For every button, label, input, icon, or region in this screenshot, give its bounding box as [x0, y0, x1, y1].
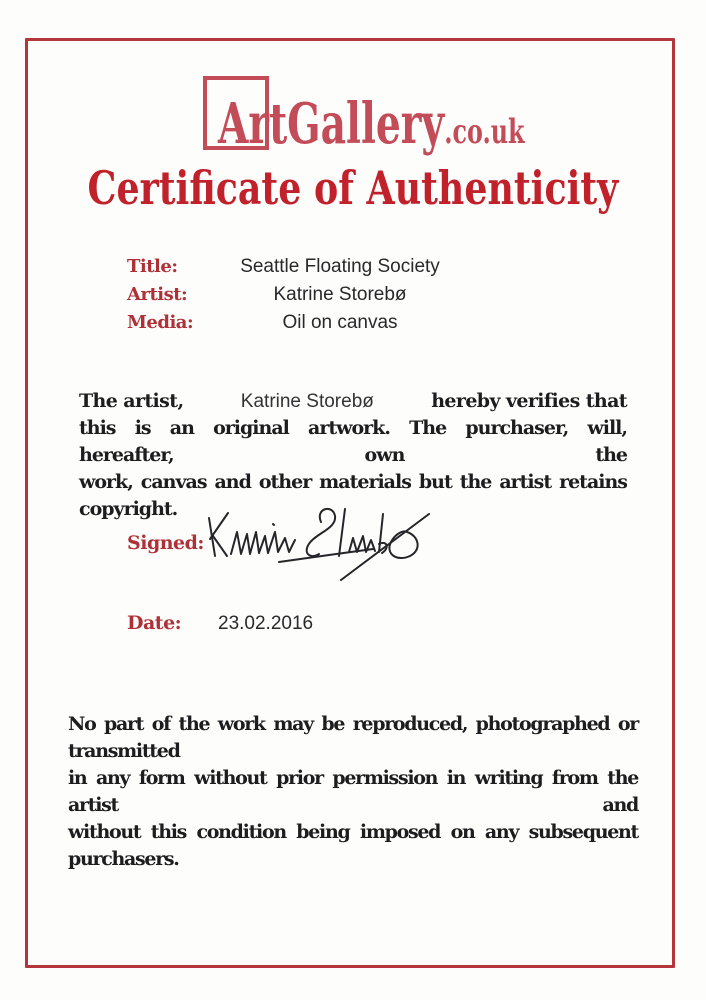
artgallery-logo [0, 76, 706, 158]
field-label-media: Media: [127, 312, 194, 333]
field-value-media: Oil on canvas [282, 312, 398, 333]
field-label-artist: Artist: [127, 284, 188, 305]
logo-inner [203, 76, 525, 158]
copyright-line1: No part of the work may be reproduced, photographed or transmitted [68, 713, 638, 762]
declaration-line2: this is an original artwork. The purchaser, will, hereafter, own the [79, 417, 627, 466]
field-row-artist [127, 281, 507, 309]
copyright-line3: without this condition being imposed on any subsequent purchasers. [68, 821, 638, 870]
field-row-media [127, 309, 507, 337]
copyright-line2: in any form without prior permission in writing from the artist and [68, 767, 638, 816]
certificate-title-row [0, 163, 706, 214]
field-label-title: Title: [127, 256, 178, 277]
artwork-fields [127, 253, 507, 337]
declaration-artist-name: Katrine Storebø [240, 391, 374, 412]
logo-gallery-text: Gallery [287, 91, 445, 157]
date-value: 23.02.2016 [218, 613, 314, 634]
field-row-title [127, 253, 507, 281]
signed-label: Signed: [127, 532, 204, 554]
declaration-line3: work, canvas and other materials but the artist retains copyright. [79, 471, 627, 520]
signature-handwriting [193, 496, 445, 582]
logo-text [218, 91, 525, 157]
declaration-line1 [79, 388, 627, 415]
logo-domain-text: .co.uk [444, 112, 525, 152]
logo-art-text: Art [218, 91, 288, 157]
field-value-title: Seattle Floating Society [240, 256, 440, 277]
declaration-lead-end: hereby verifies that [431, 390, 627, 412]
declaration-lead: The artist, [79, 390, 184, 412]
date-label: Date: [127, 612, 182, 634]
page-title: Certificate of Authenticity [87, 161, 619, 215]
copyright-notice [68, 711, 638, 873]
field-value-artist: Katrine Storebø [273, 284, 407, 305]
